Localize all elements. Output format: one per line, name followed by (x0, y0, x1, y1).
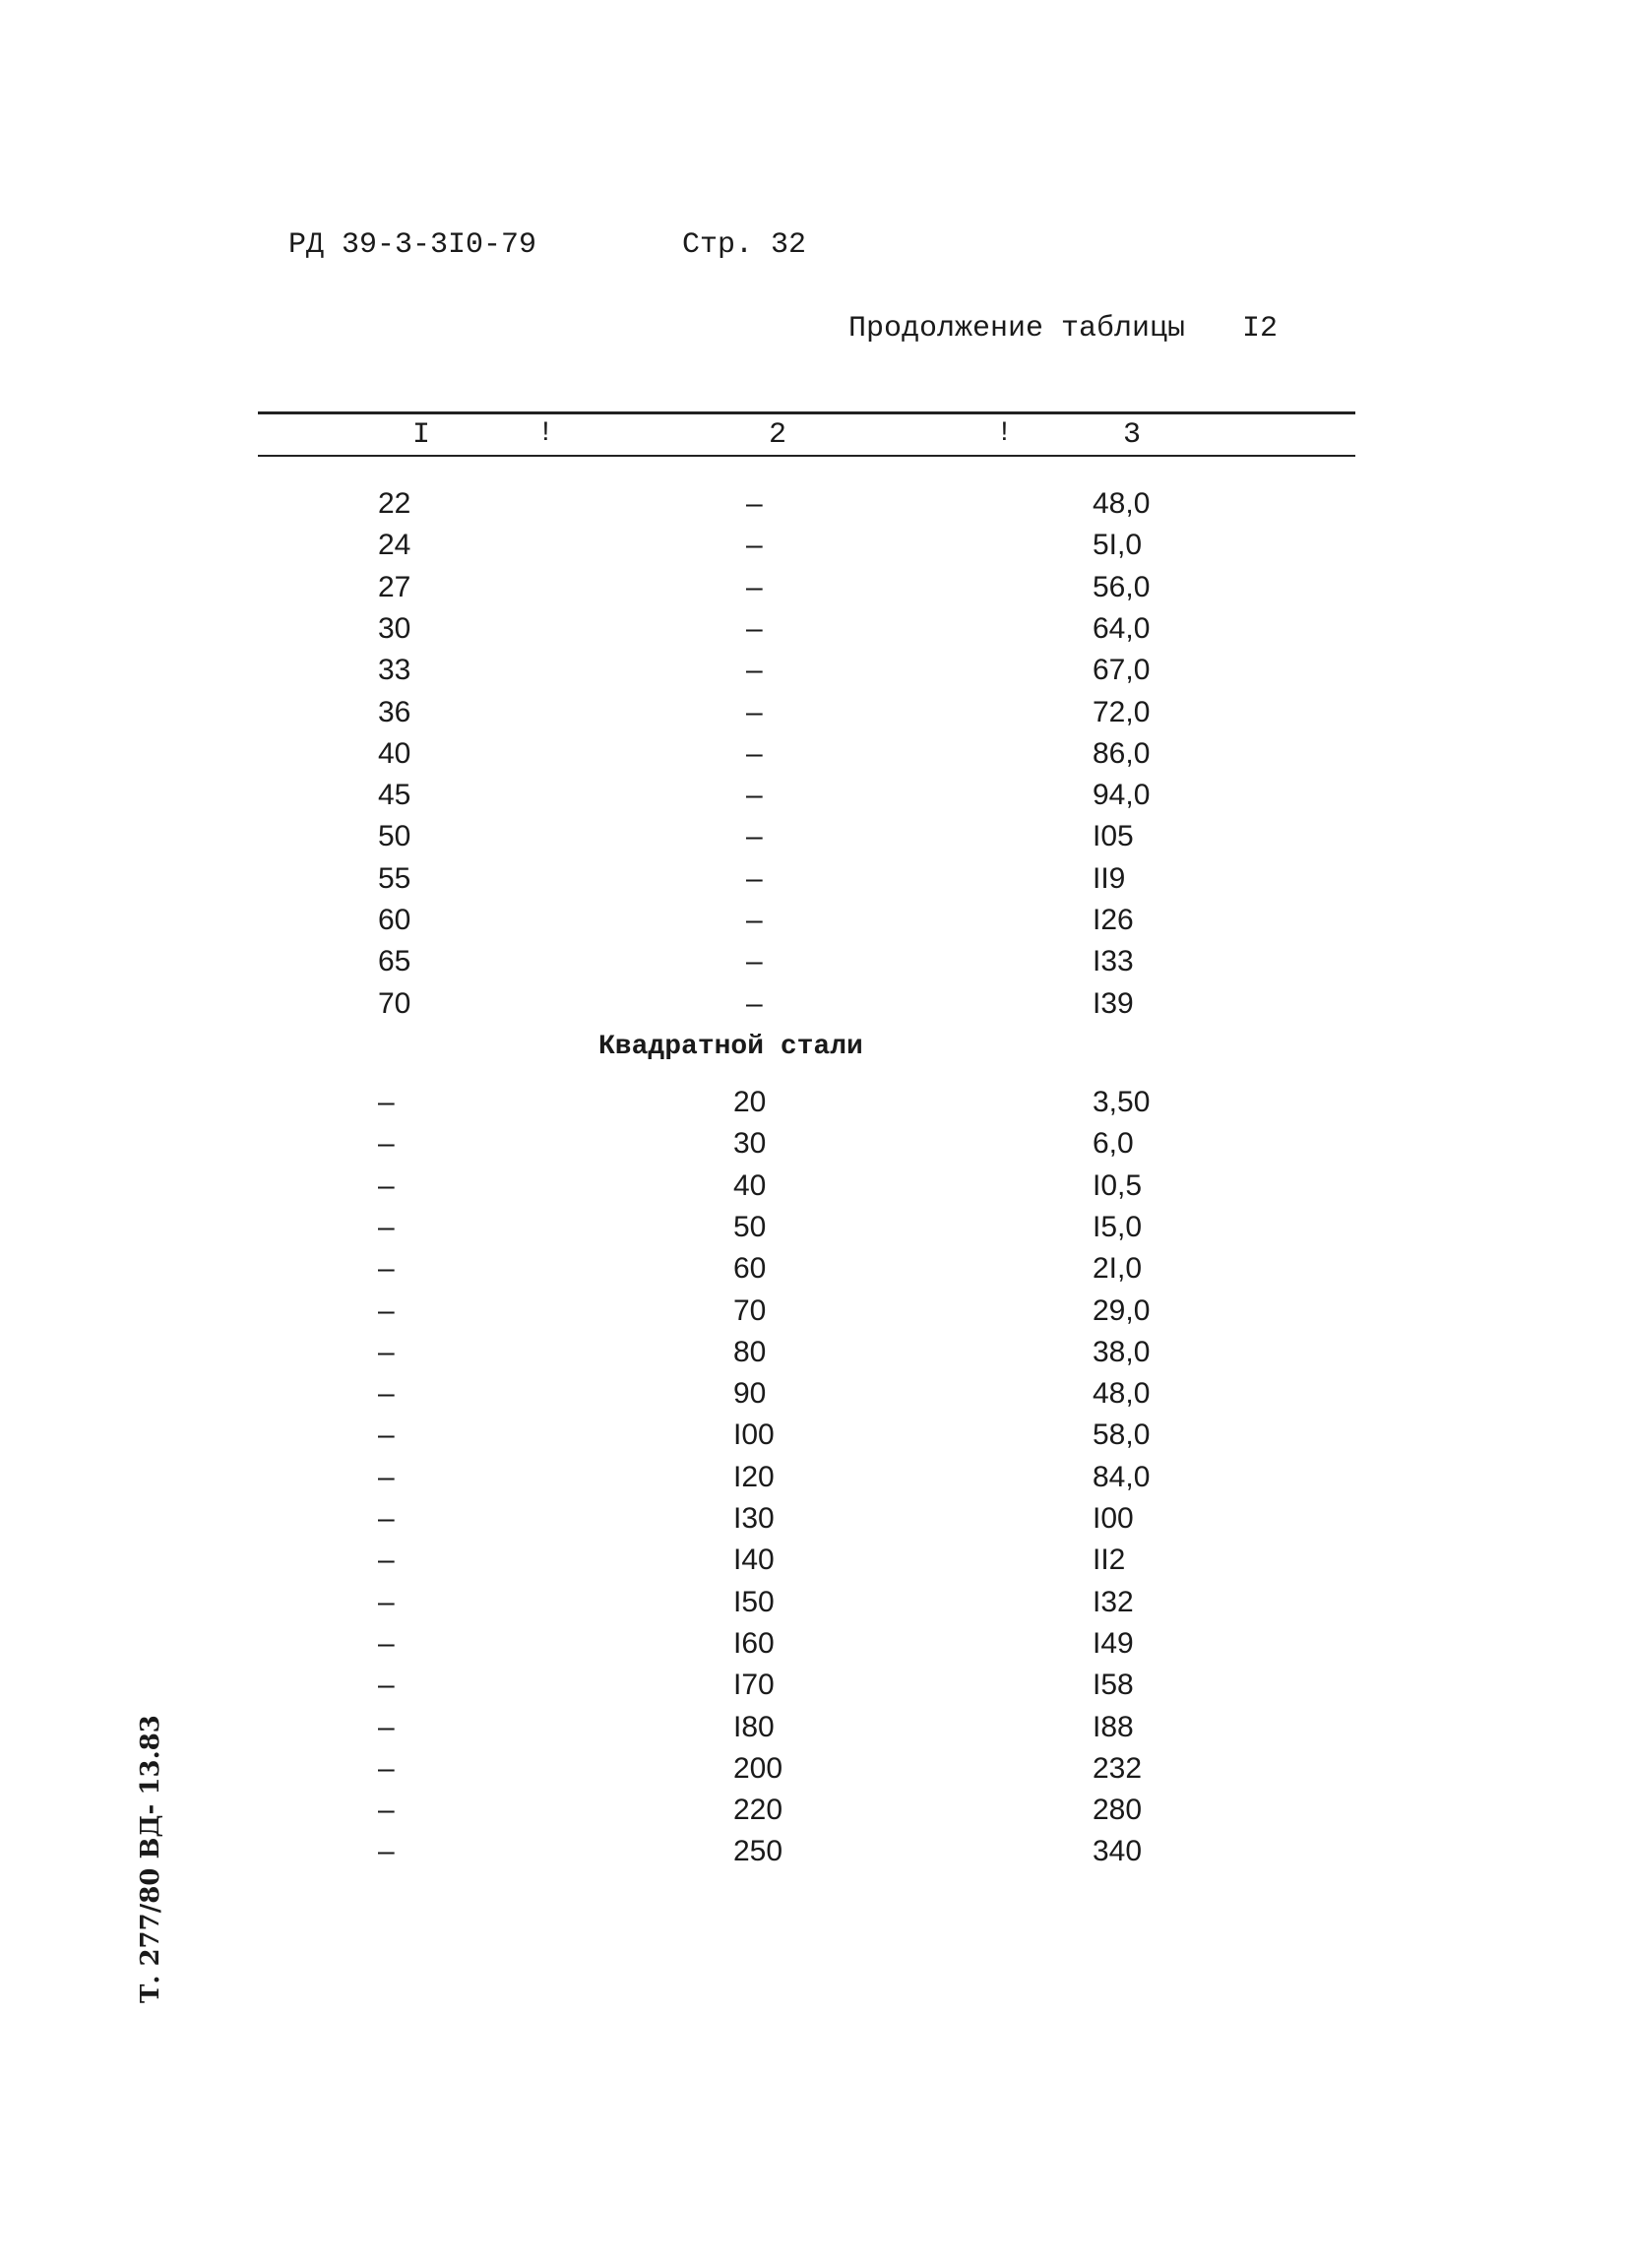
table-cell-col2: I30 (733, 1502, 775, 1535)
table-cell-col3: I05 (1093, 820, 1134, 852)
table-cell-col2: I60 (733, 1627, 775, 1660)
table-cell-col2: – (746, 487, 763, 520)
table-cell-col1: 27 (378, 571, 411, 603)
table-cell-col3: 56,0 (1093, 571, 1151, 603)
table-cell-col2: – (746, 987, 763, 1020)
table-cell-col2: 220 (733, 1794, 783, 1826)
table-cell-col2: – (746, 612, 763, 645)
table-cell-col1: – (378, 1502, 395, 1535)
table-cell-col3: 232 (1093, 1752, 1143, 1785)
table-cell-col2: 40 (733, 1169, 767, 1202)
table-cell-col1: – (378, 1127, 395, 1160)
table-cell-col1: – (378, 1336, 395, 1368)
table-cell-col1: – (378, 1711, 395, 1743)
table-cell-col3: 340 (1093, 1835, 1143, 1867)
table-cell-col2: I40 (733, 1544, 775, 1576)
table-cell-col1: 36 (378, 696, 411, 728)
table-cell-col2: 90 (733, 1377, 767, 1410)
table-cell-col1: – (378, 1211, 395, 1243)
table-cell-col3: I00 (1093, 1502, 1134, 1535)
table-cell-col2: – (746, 820, 763, 852)
table-cell-col1: 65 (378, 945, 411, 977)
table-cell-col1: 45 (378, 779, 411, 811)
table-cell-col2: – (746, 904, 763, 936)
table-cell-col2: 30 (733, 1127, 767, 1160)
table-cell-col3: I26 (1093, 904, 1134, 936)
table-top-rule (258, 411, 1355, 414)
table-cell-col2: – (746, 529, 763, 561)
table-cell-col3: 29,0 (1093, 1294, 1151, 1327)
table-cell-col3: 64,0 (1093, 612, 1151, 645)
table-number: I2 (1242, 312, 1279, 346)
table-cell-col1: 24 (378, 529, 411, 561)
column-separator: ! (996, 418, 1013, 449)
table-cell-col3: 38,0 (1093, 1336, 1151, 1368)
table-cell-col2: – (746, 945, 763, 977)
table-cell-col3: 72,0 (1093, 696, 1151, 728)
section-title: Квадратной стали (598, 1032, 863, 1062)
table-cell-col1: – (378, 1252, 395, 1285)
table-cell-col2: 20 (733, 1086, 767, 1118)
table-cell-col3: I88 (1093, 1711, 1134, 1743)
table-cell-col3: 48,0 (1093, 487, 1151, 520)
column-header-1: I (411, 418, 431, 452)
table-caption: Продолжение таблицы (848, 312, 1186, 346)
table-cell-col3: 280 (1093, 1794, 1143, 1826)
table-cell-col3: 2I,0 (1093, 1252, 1143, 1285)
table-cell-col3: 6,0 (1093, 1127, 1134, 1160)
table-cell-col1: – (378, 1669, 395, 1701)
table-cell-col2: 60 (733, 1252, 767, 1285)
table-cell-col2: – (746, 779, 763, 811)
table-cell-col3: II2 (1093, 1544, 1126, 1576)
table-cell-col3: 86,0 (1093, 737, 1151, 770)
table-cell-col1: – (378, 1461, 395, 1493)
table-cell-col2: 50 (733, 1211, 767, 1243)
column-header-3: 3 (1122, 418, 1142, 452)
table-cell-col1: 60 (378, 904, 411, 936)
table-header-rule (258, 455, 1355, 457)
table-cell-col1: 50 (378, 820, 411, 852)
table-cell-col1: – (378, 1794, 395, 1826)
table-cell-col3: I32 (1093, 1586, 1134, 1618)
table-cell-col1: – (378, 1627, 395, 1660)
table-cell-col1: – (378, 1752, 395, 1785)
table-cell-col2: – (746, 571, 763, 603)
table-cell-col3: 84,0 (1093, 1461, 1151, 1493)
table-cell-col3: I49 (1093, 1627, 1134, 1660)
table-cell-col3: 58,0 (1093, 1418, 1151, 1451)
table-cell-col2: 80 (733, 1336, 767, 1368)
table-cell-col3: I33 (1093, 945, 1134, 977)
table-cell-col3: I0,5 (1093, 1169, 1143, 1202)
table-cell-col1: – (378, 1835, 395, 1867)
table-cell-col2: 200 (733, 1752, 783, 1785)
table-cell-col3: I5,0 (1093, 1211, 1143, 1243)
table-cell-col1: 70 (378, 987, 411, 1020)
page-number: Стр. 32 (682, 228, 807, 262)
document-code: РД 39-3-3I0-79 (288, 228, 537, 262)
table-cell-col1: – (378, 1544, 395, 1576)
table-cell-col2: I70 (733, 1669, 775, 1701)
table-cell-col1: – (378, 1294, 395, 1327)
table-cell-col2: 70 (733, 1294, 767, 1327)
table-cell-col3: I58 (1093, 1669, 1134, 1701)
table-cell-col2: – (746, 654, 763, 686)
table-cell-col3: 67,0 (1093, 654, 1151, 686)
table-cell-col2: I20 (733, 1461, 775, 1493)
table-cell-col3: II9 (1093, 862, 1126, 895)
table-cell-col3: 94,0 (1093, 779, 1151, 811)
table-cell-col1: – (378, 1377, 395, 1410)
table-cell-col2: 250 (733, 1835, 783, 1867)
table-cell-col3: 5I,0 (1093, 529, 1143, 561)
table-cell-col1: – (378, 1418, 395, 1451)
table-cell-col1: 22 (378, 487, 411, 520)
table-cell-col1: 30 (378, 612, 411, 645)
table-cell-col1: – (378, 1586, 395, 1618)
table-cell-col3: 3,50 (1093, 1086, 1151, 1118)
table-cell-col1: 40 (378, 737, 411, 770)
table-cell-col1: 33 (378, 654, 411, 686)
table-cell-col1: – (378, 1169, 395, 1202)
margin-note: Т. 277/80 ВД- 13.83 (136, 1715, 165, 2003)
table-cell-col1: 55 (378, 862, 411, 895)
table-cell-col3: I39 (1093, 987, 1134, 1020)
table-cell-col2: I50 (733, 1586, 775, 1618)
table-cell-col2: – (746, 696, 763, 728)
table-cell-col2: I00 (733, 1418, 775, 1451)
table-cell-col2: – (746, 737, 763, 770)
table-cell-col1: – (378, 1086, 395, 1118)
column-header-2: 2 (768, 418, 787, 452)
table-cell-col3: 48,0 (1093, 1377, 1151, 1410)
table-cell-col2: I80 (733, 1711, 775, 1743)
table-cell-col2: – (746, 862, 763, 895)
column-separator: ! (537, 418, 554, 449)
